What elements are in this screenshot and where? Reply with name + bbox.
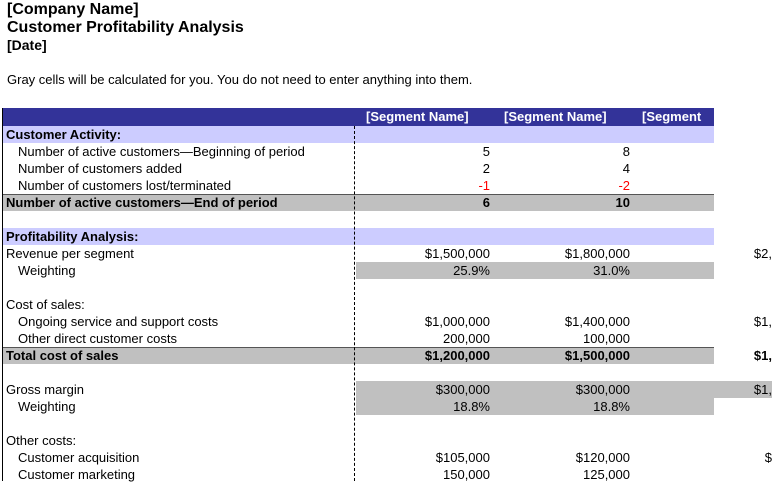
value-cell-segment-2[interactable]: $120,000 [575, 450, 630, 465]
value-cell-segment-1[interactable]: -1 [478, 178, 490, 193]
column-header-row [2, 108, 714, 126]
value-cell-segment-1[interactable]: 5 [482, 144, 490, 159]
section-header-row [2, 228, 714, 245]
row-clip [2, 313, 772, 330]
row-label[interactable]: Number of active customers—End of period [6, 195, 278, 210]
table-row [2, 449, 772, 466]
row-clip [2, 228, 714, 245]
value-cell-segment-3[interactable]: $2, [753, 246, 772, 261]
blank-row [2, 364, 714, 381]
table-row [2, 398, 714, 415]
report-title-block [7, 0, 244, 54]
table-row [2, 330, 714, 347]
value-cell-segment-2[interactable]: $1,800,000 [564, 246, 630, 261]
row-label[interactable]: Number of customers lost/terminated [18, 178, 232, 193]
row-clip [2, 364, 714, 381]
value-cell-segment-2[interactable]: 4 [622, 161, 630, 176]
value-cell-segment-1[interactable]: 150,000 [443, 467, 490, 482]
value-cell-segment-2[interactable]: 10 [615, 195, 630, 210]
row-clip [2, 177, 714, 194]
table-body [2, 126, 772, 483]
value-cell-segment-2[interactable]: $1,400,000 [564, 314, 630, 329]
value-cell-segment-1[interactable]: $1,200,000 [424, 348, 490, 363]
value-cell-segment-1[interactable]: 18.8% [358, 398, 490, 415]
value-cell-segment-1[interactable]: $300,000 [358, 381, 490, 398]
row-clip [2, 262, 714, 279]
value-cell-segment-2[interactable]: 31.0% [496, 262, 630, 279]
value-cell-segment-2[interactable]: $1,500,000 [564, 348, 630, 363]
value-cell-segment-3[interactable]: $1, [638, 381, 772, 398]
company-name[interactable]: [Company Name] [7, 1, 139, 18]
row-label[interactable]: Gross margin [6, 382, 85, 397]
row-clip [2, 348, 772, 364]
row-clip [2, 211, 714, 228]
row-clip [2, 279, 714, 296]
column-divider-dashed [354, 126, 355, 481]
row-clip [2, 466, 714, 483]
report-title: Customer Profitability Analysis [7, 19, 244, 36]
report-date[interactable]: [Date] [7, 37, 47, 53]
profitability-table [2, 108, 772, 483]
row-label[interactable]: Customer marketing [18, 467, 136, 482]
value-cell-segment-2[interactable]: -2 [618, 178, 630, 193]
table-row [2, 160, 714, 177]
value-cell-segment-1[interactable]: $1,000,000 [424, 314, 490, 329]
table-row [2, 177, 714, 194]
value-cell-segment-1[interactable]: $1,500,000 [424, 246, 490, 261]
value-cell-segment-2[interactable]: $300,000 [496, 381, 630, 398]
row-label[interactable]: Cost of sales: [6, 297, 85, 312]
row-clip [2, 195, 714, 211]
row-clip [2, 245, 772, 262]
row-clip [2, 432, 714, 449]
segment-header-3[interactable]: [Segment [642, 109, 702, 124]
row-label[interactable]: Other costs: [6, 433, 77, 448]
row-clip [2, 296, 714, 313]
value-cell-segment-2[interactable]: 18.8% [496, 398, 630, 415]
value-cell-segment-1[interactable]: 200,000 [443, 331, 490, 346]
table-row [2, 262, 714, 279]
table-row [2, 296, 714, 313]
row-label[interactable]: Other direct customer costs [18, 331, 177, 346]
row-clip [2, 160, 714, 177]
section-header-row [2, 126, 714, 143]
row-label[interactable]: Profitability Analysis: [6, 229, 139, 244]
row-label[interactable]: Weighting [18, 399, 76, 414]
segment-header-1[interactable]: [Segment Name] [366, 109, 469, 124]
row-clip [2, 126, 714, 143]
table-left-border [2, 108, 3, 481]
table-row [2, 194, 714, 211]
row-clip [2, 398, 714, 415]
table-row [2, 466, 714, 483]
row-label[interactable]: Total cost of sales [6, 348, 119, 363]
value-cell-segment-2[interactable]: 100,000 [583, 331, 630, 346]
row-label[interactable]: Number of customers added [18, 161, 183, 176]
row-clip [2, 449, 772, 466]
row-label[interactable]: Number of active customers—Beginning of period [18, 144, 305, 159]
row-label[interactable]: Customer acquisition [18, 450, 140, 465]
table-row [2, 432, 714, 449]
value-cell-segment-2[interactable]: 125,000 [583, 467, 630, 482]
table-row [2, 245, 772, 262]
table-row [2, 347, 772, 364]
table-row [2, 381, 772, 398]
blank-row [2, 211, 714, 228]
value-cell-segment-3[interactable]: $1, [753, 348, 772, 363]
row-clip [2, 330, 714, 347]
value-cell-segment-3[interactable]: $ [764, 450, 772, 465]
row-label[interactable]: Ongoing service and support costs [18, 314, 219, 329]
row-clip [2, 415, 714, 432]
row-clip [2, 143, 714, 160]
value-cell-segment-1[interactable]: 6 [482, 195, 490, 210]
instruction-note: Gray cells will be calculated for you. You do not need to enter anything into them. [7, 72, 473, 87]
blank-row [2, 415, 714, 432]
segment-header-2[interactable]: [Segment Name] [504, 109, 607, 124]
table-row [2, 313, 772, 330]
row-label[interactable]: Customer Activity: [6, 127, 122, 142]
table-row [2, 143, 714, 160]
value-cell-segment-1[interactable]: 2 [482, 161, 490, 176]
value-cell-segment-1[interactable]: 25.9% [358, 262, 490, 279]
row-clip [2, 381, 772, 398]
row-label[interactable]: Revenue per segment [6, 246, 134, 261]
value-cell-segment-3[interactable]: $1, [753, 314, 772, 329]
row-label[interactable]: Weighting [18, 263, 76, 278]
value-cell-segment-2[interactable]: 8 [622, 144, 630, 159]
value-cell-segment-1[interactable]: $105,000 [435, 450, 490, 465]
blank-row [2, 279, 714, 296]
